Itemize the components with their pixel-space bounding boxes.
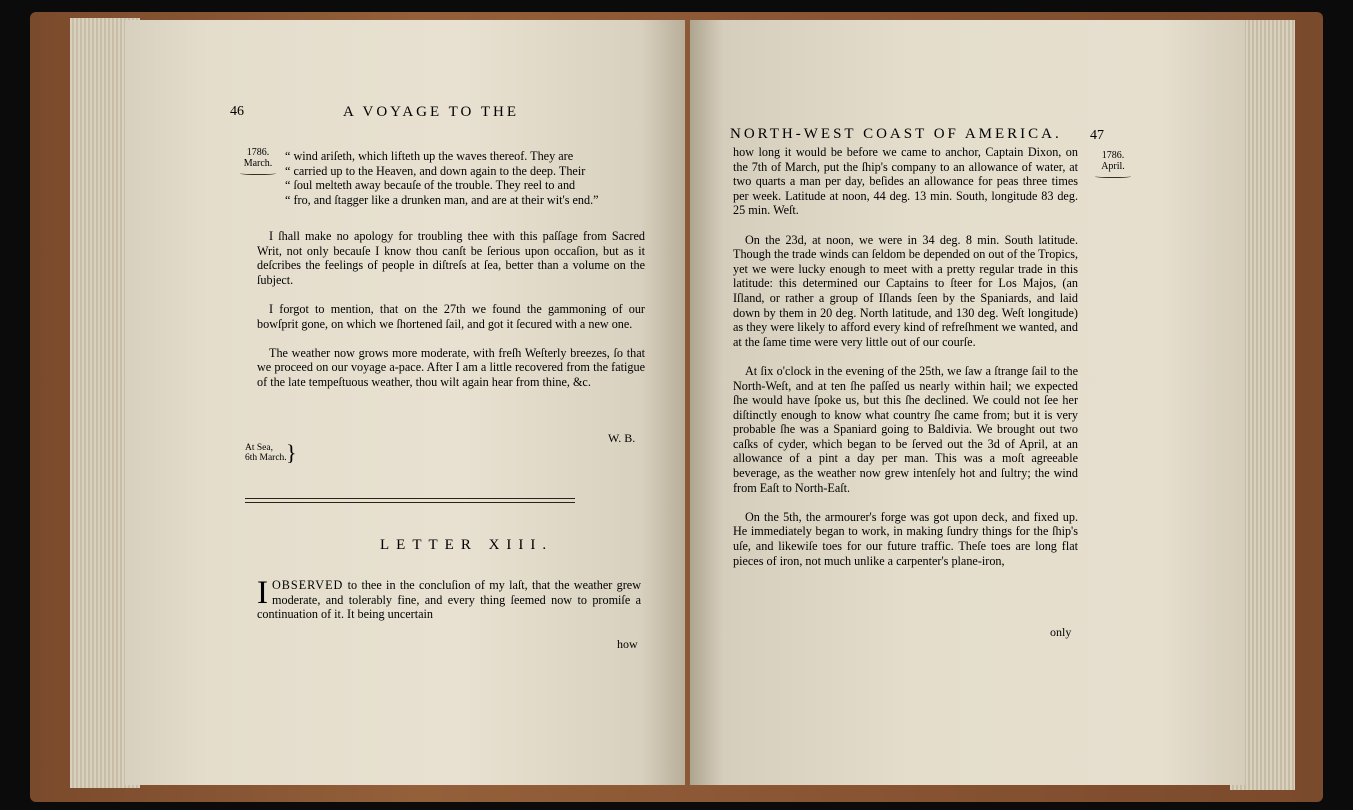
- margin-brace: [1095, 174, 1131, 178]
- margin-month: April.: [1101, 161, 1125, 172]
- right-catchword: only: [1050, 625, 1072, 639]
- left-body: [257, 229, 645, 404]
- date: 6th March.: [245, 453, 287, 463]
- letter-opening: [257, 575, 642, 622]
- drop-cap: I: [257, 575, 268, 611]
- place-bracket: }: [286, 440, 297, 465]
- paragraph: I ſhall make no apology for troubling thee with this paſſage from Sacred Writ, not only becauſe I know thou canſt be ſerious upon occaſion, but as it deſcribes the feelings of people in diſtreſs at ſea, better than a volume on the ſubject.: [257, 229, 645, 287]
- quote-line: “ ſoul melteth away becauſe of the trouble. They reel to and: [285, 178, 576, 193]
- signature: W. B.: [608, 431, 636, 445]
- letter-heading: LETTER XIII.: [380, 537, 554, 553]
- paragraph: At ſix o'clock in the evening of the 25th, we ſaw a ſtrange ſail to the North-Weſt, and at ten ſhe paſſed us nearly within hail; we expected ſhe would have ſpoke us, but this ſhe declined. We could not ſee her diſtinctly enough to know what country ſhe came from; but it is very probable ſhe was a Spaniard going to Baldivia. We brought out two caſks of cyder, which began to be ſerved out the 3d of April, at an allowance of a pint a day per man. This was a moſt agreeable beverage, as the weather now grew intenſely hot and ſultry; the wind from Eaſt to North-Eaſt.: [733, 363, 1078, 495]
- paragraph: how long it would be before we came to anchor, Captain Dixon, on the 7th of March, put the ſhip's company to an allowance of water, at two quarts a man per day, beſides an allowance for peas three times per week. Latitude at noon, 44 deg. 13 min. South, longitude 83 deg. 25 min. Weſt.: [733, 145, 1078, 218]
- left-running-head: A VOYAGE TO THE: [343, 104, 519, 120]
- first-word: OBSERVED: [272, 578, 344, 592]
- paragraph: On the 23d, at noon, we were in 34 deg. 8 min. South latitude. Though the trade winds can ſeldom be depended on out of the Tropics, yet we were lucky enough to meet with a pretty regular trade in this latitude: this determined our Captains to ſteer for Los Majos, (an Iſland, or rather a group of Iſlands ſeen by the Spaniards, and laid down by them in 20 deg. North latitude, and 130 deg. Weſt longitude) as they were likely to afford every kind of refreſhment we wanted, and at the ſame time were very little out of our courſe.: [733, 232, 1078, 349]
- margin-year: 1786.: [246, 147, 270, 158]
- left-margin-date: [238, 147, 278, 175]
- paragraph: The weather now grows more moderate, with freſh Weſterly breezes, ſo that we proceed on our voyage a-pace. After I am a little recovered from the fatigue of the late tempeſtuous weather, thou wilt again hear from thine, &c.: [257, 345, 645, 389]
- right-running-head: NORTH-WEST COAST OF AMERICA.: [730, 126, 1062, 142]
- right-margin-date: [1093, 150, 1133, 178]
- paragraph: On the 5th, the armourer's forge was got upon deck, and fixed up. He immediately began to work, in making ſundry things for the ſhip's uſe, and likewiſe toes for our future traffic. Theſe toes are long flat pieces of iron, not much unlike a carpenter's plane-iron,: [733, 509, 1078, 568]
- left-catchword: how: [617, 637, 638, 651]
- margin-year: 1786.: [1101, 150, 1125, 161]
- left-page-number: 46: [230, 104, 244, 119]
- margin-brace: [240, 171, 276, 175]
- quote-line: “ fro, and ſtagger like a drunken man, and are at their wit's end.”: [285, 192, 599, 207]
- margin-month: March.: [243, 158, 273, 169]
- left-quote: [285, 149, 645, 207]
- quote-line: “ wind ariſeth, which lifteth up the waves thereof. They are: [285, 149, 574, 163]
- quote-line: “ carried up to the Heaven, and down again to the deep. Their: [285, 163, 586, 178]
- paragraph: I forgot to mention, that on the 27th we found the gammoning of our bowſprit gone, on which we ſhortened ſail, and got it ſecured with a new one.: [257, 301, 645, 331]
- right-page-number: 47: [1090, 128, 1104, 143]
- right-body: [733, 145, 1078, 583]
- place: At Sea,: [245, 443, 273, 453]
- letter-body: to thee in the concluſion of my laſt, that the weather grew moderate, and tolerably fine, and every thing ſeemed now to promiſe a continuation of it. It being uncertain: [257, 578, 642, 622]
- place-date: [245, 443, 287, 463]
- section-divider: [245, 498, 575, 503]
